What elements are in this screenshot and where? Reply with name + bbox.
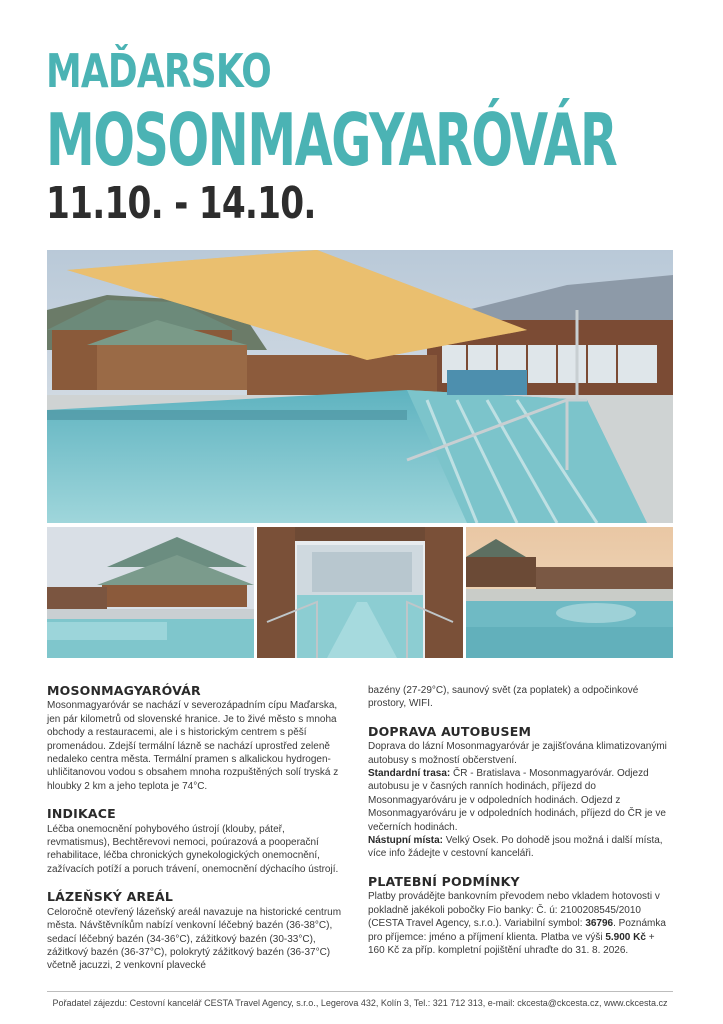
thumbnail-photo-1 bbox=[47, 527, 254, 658]
transport-text bbox=[368, 740, 673, 861]
right-column bbox=[368, 684, 673, 971]
country-title: MAĎARSKO bbox=[46, 44, 271, 98]
thumbnail-photo-2 bbox=[257, 527, 463, 658]
payment-heading: PLATEBNÍ PODMÍNKY bbox=[368, 873, 520, 889]
stops-text: Velký Osek. Po dohodě jsou možná i další místa, více info žádejte v cestovní kanceláři. bbox=[368, 835, 663, 860]
transport-intro: Doprava do lázní Mosonmagyaróvár je zajišťována klimatizovanými autobusy s možností občerstvení. bbox=[368, 741, 667, 766]
left-column bbox=[47, 684, 347, 987]
city-title: MOSONMAGYARÓVÁR bbox=[46, 98, 617, 182]
transport-heading: DOPRAVA AUTOBUSEM bbox=[368, 723, 532, 739]
indications-text: Léčba onemocnění pohybového ústrojí (klouby, páteř, revmatismus), Bechtěrevovi nemoci, poúrazová a pooperační rehabilitace, léčba chronických gynekologických onemocnění, zažívacích potíží a poruch trávení, onemocnění dýchacího ústrojí. bbox=[47, 823, 339, 875]
main-photo bbox=[47, 250, 673, 523]
indications-heading: INDIKACE bbox=[47, 806, 116, 822]
intro-text: Mosonmagyaróvár se nachází v severozápadním cípu Maďarska, jen pár kilometrů od slovenské hranice. Je to živé město s mnoha obchody a restauracemi, ale i s historickým centrem s pěší promenádou. Zdejší termální lázně se nachází uprostřed zeleně nedaleko centra města. Termální pramen s alkalickou hydrogen-uhličitanovou vodou s obsahem mnoha rozpuštěných solí tryská z hloubky 2 km a jeho teplota je 74°C. bbox=[47, 700, 339, 792]
price: 5.900 Kč bbox=[605, 931, 646, 943]
route-label: Standardní trasa: bbox=[368, 768, 451, 780]
footer-divider bbox=[47, 991, 673, 992]
payment-text-part3: + 160 Kč za příp. kompletní pojištění uhraďte do 31. 8. 2026. bbox=[368, 931, 655, 956]
intro-heading: MOSONMAGYARÓVÁR bbox=[47, 683, 201, 698]
thumbnail-photo-3 bbox=[466, 527, 673, 658]
spa-text-continued: bazény (27-29°C), saunový svět (za poplatek) a odpočinkové prostory, WIFI. bbox=[368, 685, 639, 710]
payment-text-part2: . Poznámka pro příjemce: jméno a příjmení klienta. Platba ve výši bbox=[368, 918, 666, 943]
spa-heading: LÁZEŇSKÝ AREÁL bbox=[47, 889, 174, 905]
payment-text-part1: Platby provádějte bankovním převodem nebo vkladem hotovosti v pokladně jakékoli pobočky Fio banky: Č. ú: 2100208545/2010 (CESTA Travel Agency, s.r.o.). Variabilní symbol: bbox=[368, 891, 660, 930]
trip-dates: 11.10. - 14.10. bbox=[46, 178, 316, 229]
variable-symbol: 36796 bbox=[585, 918, 614, 930]
route-text: ČR - Bratislava - Mosonmagyaróvár. Odjezd autobusu je v časných ranních hodinách, příjezd do Mosonmagyaróváru je v odpoledních hodinách. Odjezd z Mosonmagyaróváru je v odpoledních hodinách, příjezd do ČR je ve večerních hodinách. bbox=[368, 768, 666, 833]
payment-text bbox=[368, 890, 673, 957]
stops-label: Nástupní místa: bbox=[368, 835, 444, 847]
spa-text: Celoročně otevřený lázeňský areál navazuje na historické centrum města. Návštěvníkům nabízí venkovní léčebný bazén (36-38°C), sedací léčebný bazén (34-36°C), zážitkový bazén (30-33°C), zážitkový bazén (36-37°C), polokrytý zážitkový bazén (36-37°C) včetně jacuzzi, 2 venkovní plavecké bbox=[47, 906, 342, 972]
footer-organizer: Pořadatel zájezdu: Cestovní kancelář CESTA Travel Agency, s.r.o., Legerova 432, Kolín 3, Tel.: 321 712 313, e-mail: ckcesta@ckcesta.cz, www.ckcesta.cz bbox=[52, 998, 668, 1008]
